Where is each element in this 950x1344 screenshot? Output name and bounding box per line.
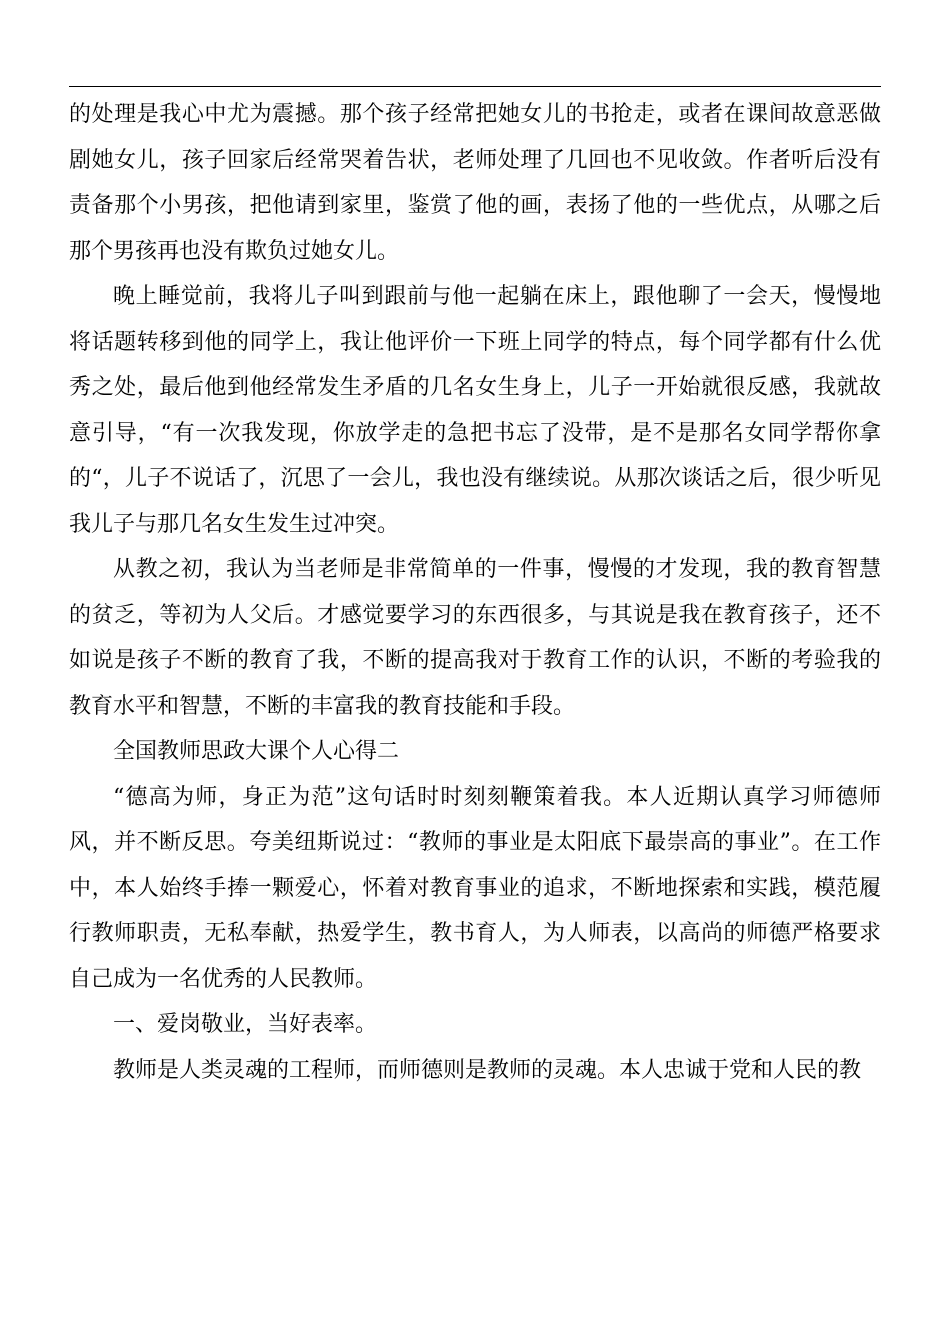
paragraph-bedtime-talk: 晚上睡觉前，我将儿子叫到跟前与他一起躺在床上，跟他聊了一会天，慢慢地将话题转移到他的同学上，我让他评价一下班上同学的特点，每个同学都有什么优秀之处，最后他到他经常发生矛盾的几名女生身上，儿子一开始就很反感，我就故意引导，“有一次我发现，你放学走的急把书忘了没带，是不是那名女同学帮你拿的“，儿子不说话了，沉思了一会儿，我也没有继续说。从那次谈话之后，很少听见我儿子与那几名女生发生过冲突。 — [69, 284, 881, 537]
paragraph-teacher-soul: 教师是人类灵魂的工程师，而师德则是教师的灵魂。本人忠诚于党和人民的教 — [113, 1057, 862, 1083]
paragraph-continuation: 的处理是我心中尤为震撼。那个孩子经常把她女儿的书抢走，或者在课间故意恶做剧她女儿，孩子回家后经常哭着告状，老师处理了几回也不见收敛。作者听后没有责备那个小男孩，把他请到家里，鉴赏了他的画，表扬了他的一些优点，从哪之后那个男孩再也没有欺负过她女儿。 — [69, 102, 881, 264]
header-rule — [69, 86, 881, 87]
document-body — [69, 92, 881, 1093]
paragraph-teacher-ethics: “德高为师，身正为范”这句话时时刻刻鞭策着我。本人近期认真学习师德师风，并不断反思。夸美纽斯说过：“教师的事业是太阳底下最崇高的事业”。在工作中，本人始终手捧一颗爱心，怀着对教育事业的追求，不断地探索和实践，模范履行教师职责，无私奉献，热爱学生，教书育人，为人师表，以高尚的师德严格要求自己成为一名优秀的人民教师。 — [69, 784, 881, 992]
subsection-heading: 一、爱岗敬业，当好表率。 — [113, 1012, 378, 1037]
section-heading: 全国教师思政大课个人心得二 — [113, 739, 400, 764]
paragraph-teaching-reflection: 从教之初，我认为当老师是非常简单的一件事，慢慢的才发现，我的教育智慧的贫乏，等初为人父后。才感觉要学习的东西很多，与其说是我在教育孩子，还不如说是孩子不断的教育了我，不断的提高我对于教育工作的认识，不断的考验我的教育水平和智慧，不断的丰富我的教育技能和手段。 — [69, 557, 881, 719]
